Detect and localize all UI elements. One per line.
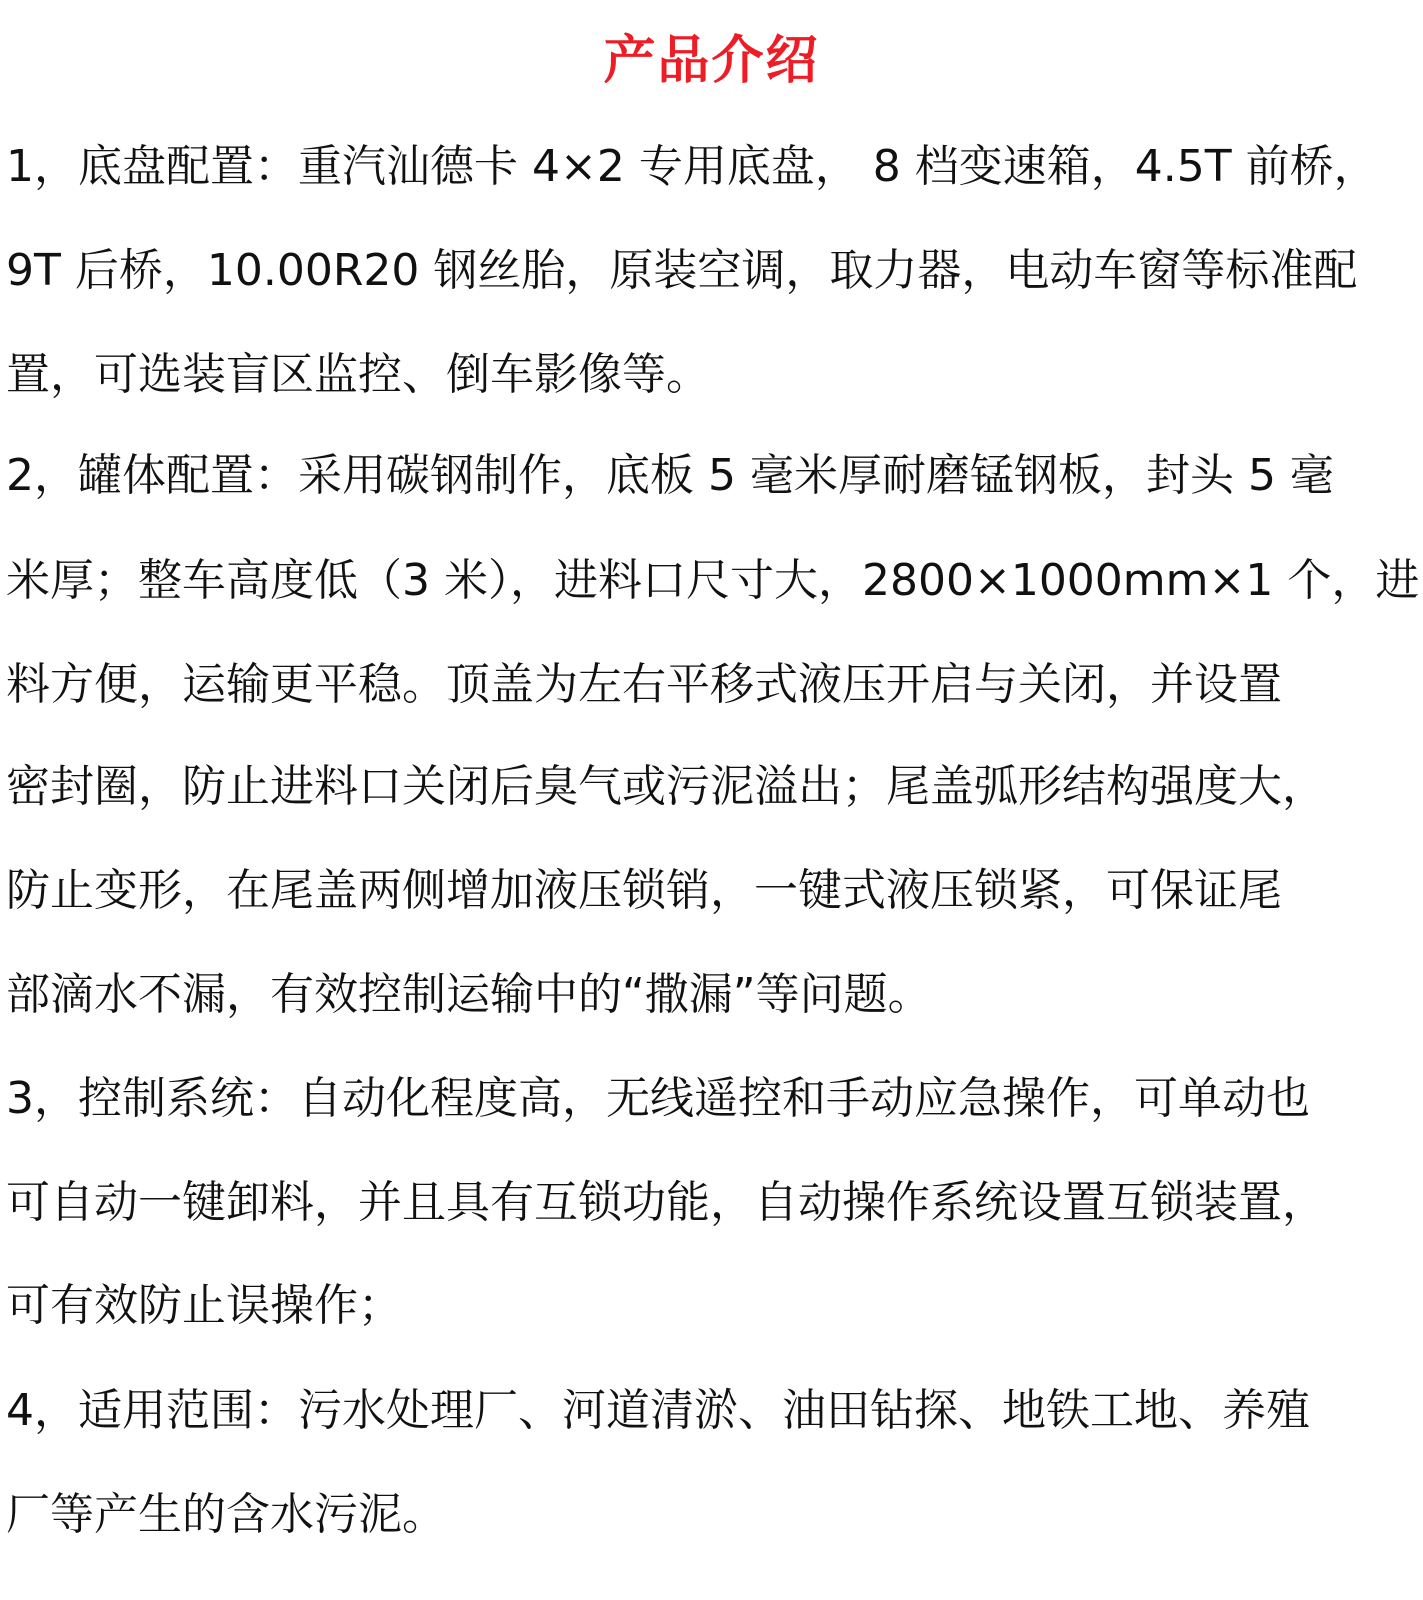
paragraph-3-line-2: 可自动一键卸料，并且具有互锁功能，自动操作系统设置互锁装置，	[6, 1177, 1326, 1228]
paragraph-1-line-3: 置，可选装盲区监控、倒车影像等。	[6, 349, 710, 400]
page-title: 产品介绍	[603, 31, 820, 91]
paragraph-2-line-3: 料方便，运输更平稳。顶盖为左右平移式液压开启与关闭，并设置	[6, 659, 1282, 710]
paragraph-1-line-1: 1，底盘配置：重汽汕德卡 4×2 专用底盘， 8 档变速箱，4.5T 前桥，	[6, 141, 1378, 192]
paragraph-2-line-1: 2，罐体配置：采用碳钢制作，底板 5 毫米厚耐磨锰钢板，封头 5 毫	[6, 450, 1334, 501]
paragraph-2-line-2: 米厚；整车高度低（3 米），进料口尺寸大，2800×1000mm×1 个，进	[6, 555, 1420, 606]
paragraph-3-line-1: 3，控制系统：自动化程度高，无线遥控和手动应急操作，可单动也	[6, 1073, 1310, 1124]
paragraph-3-line-3: 可有效防止误操作；	[6, 1280, 402, 1331]
paragraph-2-line-6: 部滴水不漏，有效控制运输中的“撒漏”等问题。	[6, 969, 932, 1020]
paragraph-2-line-5: 防止变形，在尾盖两侧增加液压锁销，一键式液压锁紧，可保证尾	[6, 865, 1282, 916]
paragraph-4-line-2: 厂等产生的含水污泥。	[6, 1489, 446, 1540]
paragraph-4-line-1: 4，适用范围：污水处理厂、河道清淤、油田钻探、地铁工地、养殖	[6, 1385, 1310, 1436]
paragraph-2-line-4: 密封圈，防止进料口关闭后臭气或污泥溢出；尾盖弧形结构强度大，	[6, 761, 1326, 812]
paragraph-1-line-2: 9T 后桥，10.00R20 钢丝胎，原装空调，取力器，电动车窗等标准配	[6, 245, 1358, 296]
